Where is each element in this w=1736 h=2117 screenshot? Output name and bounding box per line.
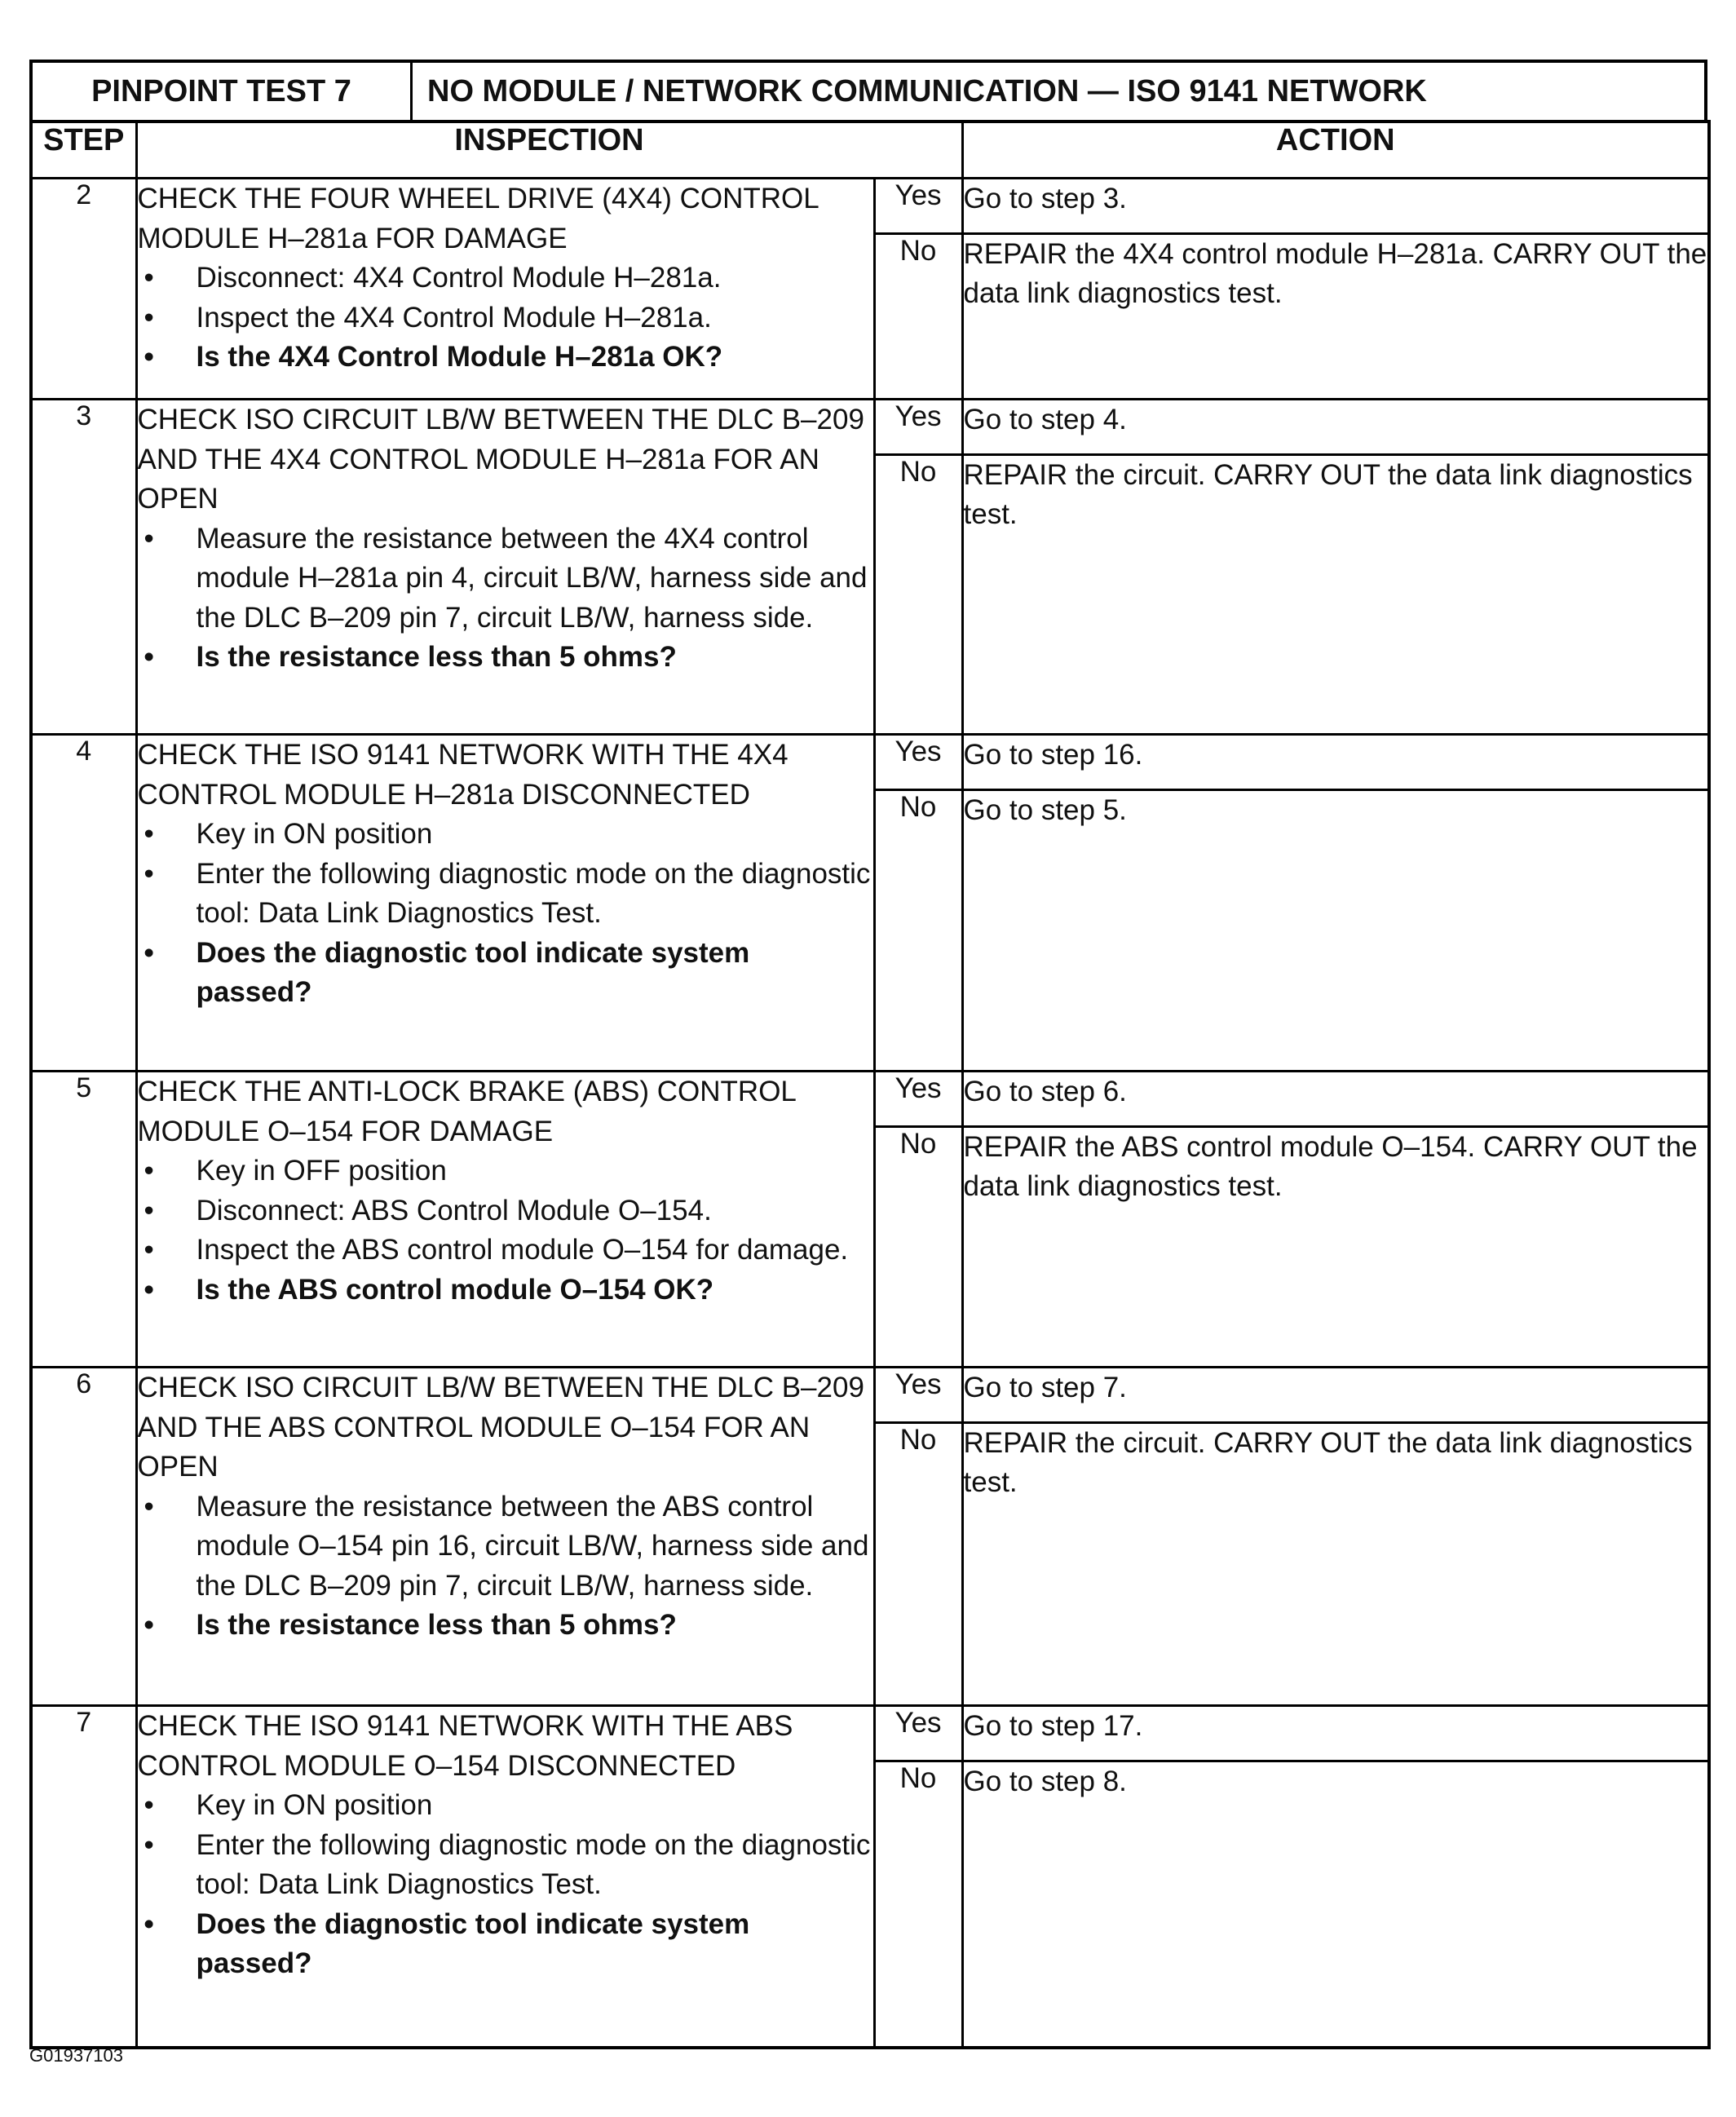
inspection-bullet: • Enter the following diagnostic mode on the diagnostic tool: Data Link Diagnostics Test. xyxy=(138,855,873,934)
inspection-question: • Is the ABS control module O–154 OK? xyxy=(138,1271,873,1310)
inspection-cell xyxy=(136,179,874,400)
inspection-title: CHECK ISO CIRCUIT LB/W BETWEEN THE DLC B–209 AND THE ABS CONTROL MODULE O–154 FOR AN OPEN xyxy=(137,1372,864,1483)
inspection-bullets xyxy=(138,1151,873,1310)
no-label: No xyxy=(874,1761,962,2048)
inspection-title: CHECK THE FOUR WHEEL DRIVE (4X4) CONTROL MODULE H–281a FOR DAMAGE xyxy=(137,183,819,254)
yes-action: Go to step 6. xyxy=(962,1072,1709,1127)
test-label: PINPOINT TEST 7 xyxy=(33,63,413,120)
yes-action: Go to step 4. xyxy=(962,400,1709,455)
figure-code: G01937103 xyxy=(29,2045,123,2066)
yes-action: Go to step 3. xyxy=(962,179,1709,234)
no-label: No xyxy=(874,455,962,735)
inspection-cell xyxy=(136,735,874,1072)
yes-action: Go to step 17. xyxy=(962,1706,1709,1761)
no-label: No xyxy=(874,1127,962,1368)
inspection-column-header: INSPECTION xyxy=(136,122,962,179)
table-row xyxy=(31,400,1709,455)
inspection-bullet: • Measure the resistance between the ABS control module O–154 pin 16, circuit LB/W, harness side and the DLC B–209 pin 7, circuit LB/W, harness side. xyxy=(138,1487,873,1607)
inspection-bullet: • Disconnect: ABS Control Module O–154. xyxy=(138,1191,873,1231)
no-action: REPAIR the ABS control module O–154. CARRY OUT the data link diagnostics test. xyxy=(962,1127,1709,1368)
inspection-question: • Is the resistance less than 5 ohms? xyxy=(138,638,873,678)
yes-action: Go to step 7. xyxy=(962,1368,1709,1423)
pinpoint-test-document xyxy=(29,60,1707,2049)
inspection-bullet: • Inspect the ABS control module O–154 for damage. xyxy=(138,1231,873,1271)
no-label: No xyxy=(874,790,962,1072)
inspection-bullet: • Measure the resistance between the 4X4 control module H–281a pin 4, circuit LB/W, harness side and the DLC B–209 pin 7, circuit LB/W, harness side. xyxy=(138,519,873,639)
inspection-title: CHECK THE ISO 9141 NETWORK WITH THE ABS CONTROL MODULE O–154 DISCONNECTED xyxy=(137,1710,793,1782)
inspection-title: CHECK THE ANTI-LOCK BRAKE (ABS) CONTROL MODULE O–154 FOR DAMAGE xyxy=(137,1076,796,1147)
inspection-bullet: • Key in OFF position xyxy=(138,1151,873,1191)
inspection-bullet: • Enter the following diagnostic mode on the diagnostic tool: Data Link Diagnostics Test. xyxy=(138,1826,873,1905)
table-row xyxy=(31,735,1709,790)
inspection-question: • Is the resistance less than 5 ohms? xyxy=(138,1606,873,1646)
yes-label: Yes xyxy=(874,179,962,234)
no-label: No xyxy=(874,234,962,400)
inspection-cell xyxy=(136,1706,874,2048)
yes-label: Yes xyxy=(874,1368,962,1423)
step-number: 6 xyxy=(31,1368,136,1706)
no-action: REPAIR the circuit. CARRY OUT the data link diagnostics test. xyxy=(962,455,1709,735)
inspection-bullet: • Disconnect: 4X4 Control Module H–281a. xyxy=(138,259,873,298)
inspection-bullets xyxy=(138,1487,873,1646)
no-label: No xyxy=(874,1423,962,1706)
table-row xyxy=(31,1706,1709,1761)
inspection-question: • Does the diagnostic tool indicate system passed? xyxy=(138,1905,873,1984)
step-column-header: STEP xyxy=(31,122,136,179)
inspection-table xyxy=(29,120,1711,2049)
test-title: NO MODULE / NETWORK COMMUNICATION — ISO 9141 NETWORK xyxy=(427,73,1427,108)
inspection-bullets xyxy=(138,1786,873,1984)
inspection-bullet: • Key in ON position xyxy=(138,815,873,855)
inspection-question: • Is the 4X4 Control Module H–281a OK? xyxy=(138,338,873,378)
no-action: REPAIR the 4X4 control module H–281a. CARRY OUT the data link diagnostics test. xyxy=(962,234,1709,400)
inspection-bullet: • Inspect the 4X4 Control Module H–281a. xyxy=(138,298,873,338)
inspection-bullet: • Key in ON position xyxy=(138,1786,873,1826)
inspection-cell xyxy=(136,400,874,735)
no-action: Go to step 8. xyxy=(962,1761,1709,2048)
no-action: REPAIR the circuit. CARRY OUT the data link diagnostics test. xyxy=(962,1423,1709,1706)
yes-action: Go to step 16. xyxy=(962,735,1709,790)
table-row xyxy=(31,1072,1709,1127)
yes-label: Yes xyxy=(874,735,962,790)
step-number: 2 xyxy=(31,179,136,400)
step-number: 4 xyxy=(31,735,136,1072)
step-number: 7 xyxy=(31,1706,136,2048)
inspection-cell xyxy=(136,1072,874,1368)
no-action: Go to step 5. xyxy=(962,790,1709,1072)
title-row xyxy=(29,60,1707,120)
yes-label: Yes xyxy=(874,1072,962,1127)
table-row xyxy=(31,1368,1709,1423)
table-row xyxy=(31,179,1709,234)
inspection-title: CHECK ISO CIRCUIT LB/W BETWEEN THE DLC B–209 AND THE 4X4 CONTROL MODULE H–281a FOR AN OPEN xyxy=(137,404,864,515)
inspection-bullets xyxy=(138,259,873,378)
yes-label: Yes xyxy=(874,400,962,455)
column-header-row xyxy=(31,122,1709,179)
step-number: 3 xyxy=(31,400,136,735)
inspection-cell xyxy=(136,1368,874,1706)
inspection-bullets xyxy=(138,519,873,678)
inspection-bullets xyxy=(138,815,873,1013)
inspection-question: • Does the diagnostic tool indicate system passed? xyxy=(138,934,873,1013)
yes-label: Yes xyxy=(874,1706,962,1761)
inspection-title: CHECK THE ISO 9141 NETWORK WITH THE 4X4 CONTROL MODULE H–281a DISCONNECTED xyxy=(137,739,788,811)
step-number: 5 xyxy=(31,1072,136,1368)
action-column-header: ACTION xyxy=(962,122,1709,179)
